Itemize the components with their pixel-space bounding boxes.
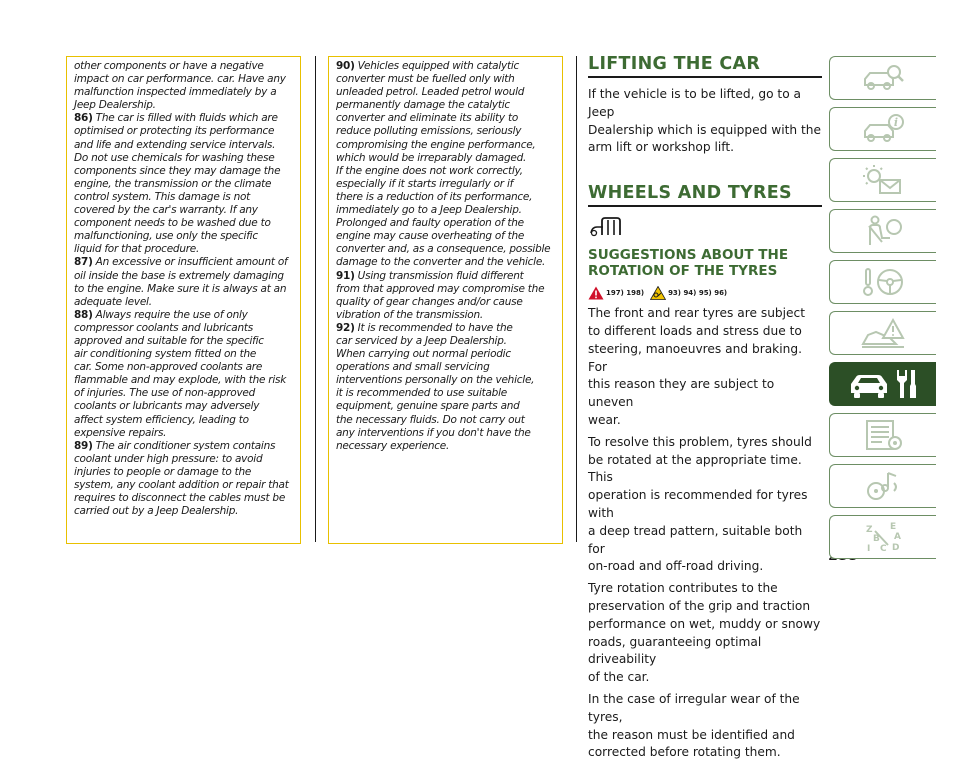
title-underline xyxy=(588,205,822,207)
note-number: 88) xyxy=(74,308,93,321)
caution-triangle-icon xyxy=(650,286,666,300)
lifting-text: If the vehicle is to be lifted, go to a Jeep Dealership which is equipped with the arm lift or workshop lift. xyxy=(588,87,821,155)
svg-text:E: E xyxy=(890,522,897,532)
tab-starting-driving[interactable] xyxy=(829,260,936,304)
svg-text:Z: Z xyxy=(866,525,873,535)
warning-lights-message-icon xyxy=(860,163,906,197)
car-maintenance-icon xyxy=(847,366,919,402)
tab-servicing-maintenance[interactable] xyxy=(829,362,936,406)
notes-box-left xyxy=(66,56,301,544)
svg-text:D: D xyxy=(892,543,900,553)
notes-box-right xyxy=(328,56,563,544)
note-86: 86) The car is filled with fluids which are optimised or protecting its performance and life and extending service intervals. Do not use chemicals for washing these components since they may damage the engine, the transmission or the climate control system. This damage is not covered by the car's warranty. If any component needs to be washed due to malfunctioning, use only the specific liquid for that procedure. xyxy=(74,112,281,256)
svg-text:I: I xyxy=(867,544,871,554)
section-title-wheels: WHEELS AND TYRES xyxy=(588,183,792,204)
note-continued: other components or have a negative impact on car performance. car. Have any malfunction inspected immediately by a Jeep Dealership. xyxy=(74,60,286,112)
note-91: 91) Using transmission fluid different from that approved may compromise the quality of gear changes and/or cause vibration of the transmission. xyxy=(336,269,545,321)
paragraph: Tyre rotation contributes to the preservation of the grip and traction performance on wet, muddy or snowy roads, guaranteeing optimal driveability of the car. xyxy=(588,581,821,685)
section-title-lifting: LIFTING THE CAR xyxy=(588,54,761,74)
note-88: 88) Always require the use of only compressor coolants and lubricants approved and suitable for the specific air conditioning system fitted on the car. Some non-approved coolants are flammable and may explode, with the risk of injuries. The use of non-approved coolants or lubricants may adversely affect system efficiency, leading to expensive repairs. xyxy=(74,308,287,439)
tab-index[interactable] xyxy=(829,515,936,559)
note-number: 90) xyxy=(336,60,355,72)
paragraph: The front and rear tyres are subject to different loads and stress due to steering, manoeuvres and braking. For this reason they are subject to uneven wear. xyxy=(588,306,806,427)
note-number: 86) xyxy=(74,112,93,125)
index-icon xyxy=(860,520,906,554)
emergency-car-icon xyxy=(860,316,906,350)
paragraph: In the case of irregular wear of the tyres, the reason must be identified and corrected before rotating them. xyxy=(588,691,800,760)
tab-emergency[interactable] xyxy=(829,311,936,355)
note-89: 89) The air conditioner system contains coolant under high pressure: to avoid injuries to people or damage to the system, any coolant addition or repair that requires to disconnect the cables must be carried out by a Jeep Dealership. xyxy=(74,439,289,518)
technical-data-icon xyxy=(860,418,906,452)
warning-references: 197) 198) xyxy=(606,289,645,298)
car-info-icon xyxy=(860,112,906,146)
main-content xyxy=(588,54,822,762)
note-number: 91) xyxy=(336,269,355,282)
svg-text:C: C xyxy=(880,544,887,554)
svg-text:A: A xyxy=(894,532,901,542)
svg-text:i: i xyxy=(893,116,899,129)
note-90: 90) Vehicles equipped with catalytic converter must be fuelled only with unleaded petrol. Leaded petrol would permanently damage the catalytic converter and eliminate its ability to reduce polluting emissions, seriously compromising the engine performance, which would be irreparably damaged. If the engine does not work correctly, especially if it starts irregularly or if there is a reduction of its performance, immediately go to a Jeep Dealership. Prolonged and faulty operation of the engine may cause overheating of the converter and, as a consequence, possible damage to the converter and the vehicle. xyxy=(336,60,551,269)
paragraph: To resolve this problem, tyres should be rotated at the appropriate time. This operation is recommended for tyres with a deep tread pattern, suitable both for on-road and off-road driving. xyxy=(588,434,812,574)
tab-safety[interactable] xyxy=(829,209,936,253)
chapter-tabs xyxy=(829,56,937,566)
steering-wheel-icon xyxy=(860,265,906,299)
column-divider xyxy=(315,56,316,542)
svg-text:B: B xyxy=(873,534,880,544)
subsection-title-rotation: SUGGESTIONS ABOUT THE ROTATION OF THE TYRES xyxy=(588,247,789,280)
note-number: 87) xyxy=(74,256,93,269)
tab-car-info[interactable] xyxy=(829,107,936,151)
note-number: 89) xyxy=(74,439,93,452)
tab-car-search[interactable] xyxy=(829,56,936,100)
note-87: 87) An excessive or insufficient amount of oil inside the base is extremely damaging to the engine. Make sure it is always at an adequate level. xyxy=(74,256,288,308)
tab-technical-data[interactable] xyxy=(829,413,936,457)
title-underline xyxy=(588,76,822,78)
tab-warning-lights[interactable] xyxy=(829,158,936,202)
warning-refs-row xyxy=(588,283,822,303)
seat-belt-airbag-icon xyxy=(860,214,906,248)
warning-triangle-icon xyxy=(588,286,604,300)
tyre-pressure-symbol-icon xyxy=(588,215,822,239)
note-92: 92) It is recommended to have the car serviced by a Jeep Dealership. When carrying out normal periodic operations and small servicing interventions personally on the vehicle, it is recommended to use suitable equipment, genuine spare parts and the necessary fluids. Do not carry out any interventions if you don't have the necessary experience. xyxy=(336,321,535,452)
tab-multimedia[interactable] xyxy=(829,464,936,508)
caution-references: 93) 94) 95) 96) xyxy=(668,289,728,298)
note-number: 92) xyxy=(336,321,355,334)
column-divider xyxy=(576,56,577,542)
multimedia-icon xyxy=(860,469,906,503)
car-search-icon xyxy=(860,61,906,95)
